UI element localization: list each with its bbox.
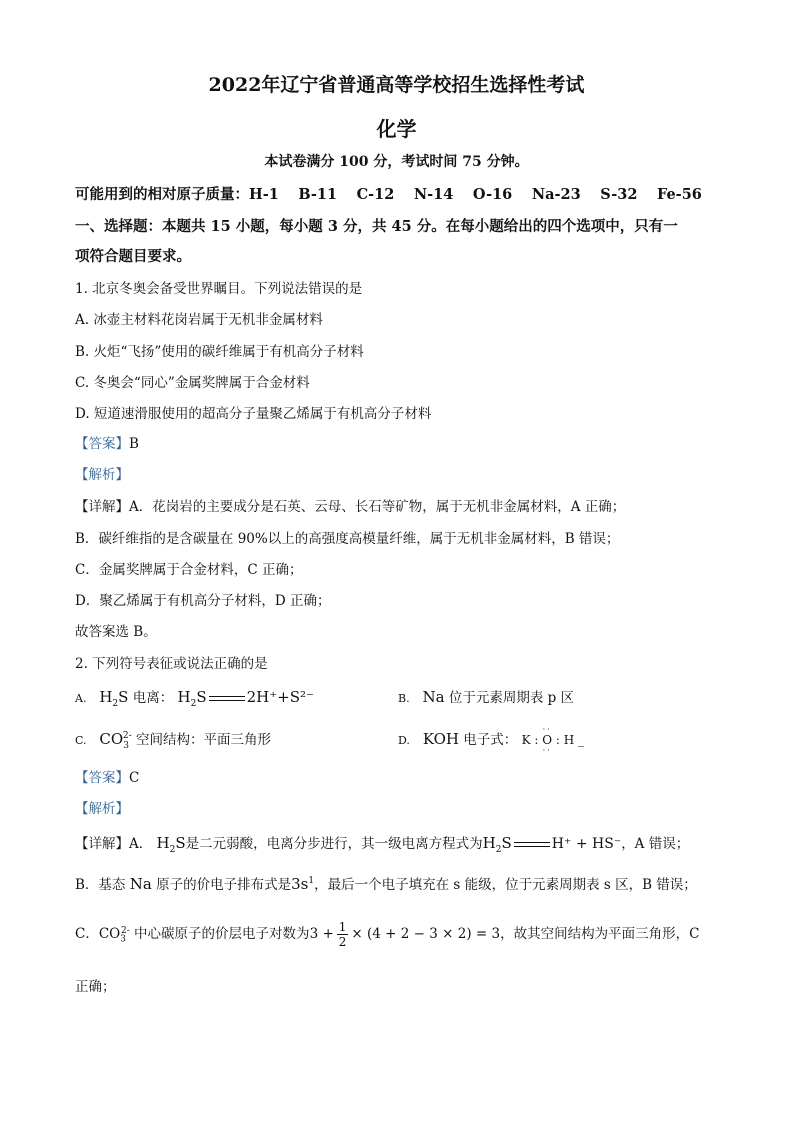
- q1-option-c: C. 冬奥会“同心”金属奖牌属于合金材料: [75, 375, 310, 391]
- math-expression: 3 +: [309, 926, 334, 942]
- option-text: 位于元素周期表 p 区: [444, 690, 575, 706]
- q1-explanation-c: C．金属奖牌属于合金材料，C 正确；: [75, 562, 303, 578]
- atomic-masses-label: 可能用到的相对原子质量：: [75, 186, 249, 203]
- detail-tag: 【详解】: [75, 836, 129, 852]
- q1-stem: 1. 北京冬奥会备受世界瞩目。下列说法错误的是: [75, 281, 363, 297]
- explanation-text: ，最后一个电子填充在 s 能级，位于元素周期表 s 区，B 错误；: [314, 877, 697, 893]
- q1-option-b: B. 火炬“飞扬”使用的碳纤维属于有机高分子材料: [75, 344, 364, 360]
- lewis-o-symbol: O: [542, 733, 553, 747]
- option-label: C.: [75, 734, 87, 747]
- document-title: 2022年辽宁省普通高等学校招生选择性考试: [208, 74, 585, 96]
- formula-h2s: $H_2S$: [482, 834, 512, 855]
- q2-explanation-b: [75, 873, 697, 893]
- fraction-one-half: $\frac{1}{2}$: [338, 920, 347, 949]
- q1-option-d: D. 短道速滑服使用的超高分子量聚乙烯属于有机高分子材料: [75, 406, 432, 422]
- formula-co3: $CO_3^{2-}$: [98, 925, 130, 945]
- explanation-text: A．花岗岩的主要成分是石英、云母、长石等矿物，属于无机非金属材料，A 正确；: [129, 499, 626, 515]
- lewis-h: H: [563, 733, 575, 747]
- q1-conclusion: 故答案选 B。: [75, 624, 157, 640]
- q2-option-b: [398, 686, 574, 706]
- lewis-structure: K : ·· O ·· : H _: [521, 725, 585, 755]
- formula-koh: KOH: [422, 730, 459, 748]
- q2-analysis-tag: 【解析】: [75, 801, 129, 817]
- formula-products: 2H⁺+S²⁻: [246, 688, 314, 706]
- formula-h2s: $H_2S$: [177, 688, 207, 709]
- atomic-masses: [75, 183, 702, 204]
- math-expression: × (4 + 2 − 3 × 2) = 3: [351, 926, 501, 942]
- section-heading-line2: 项符合题目要求。: [75, 248, 191, 265]
- q1-answer: [75, 432, 139, 452]
- q2-answer: [75, 766, 139, 786]
- explanation-text: 是二元弱酸，电离分步进行，其一级电离方程式为: [185, 836, 483, 852]
- option-text: 电子式：: [459, 732, 518, 748]
- formula-3s1: $3s^1$: [291, 875, 315, 893]
- formula-na: Na: [129, 875, 152, 893]
- q2-explanation-a: [75, 832, 689, 855]
- option-text: 电离：: [132, 690, 174, 706]
- answer-value: B: [129, 436, 139, 452]
- formula-products: H⁺ + HS⁻: [551, 836, 622, 852]
- option-label: D.: [398, 734, 410, 747]
- atomic-masses-list: H-1 B-11 C-12 N-14 O-16 Na-23 S-32 Fe-56: [249, 186, 702, 203]
- detail-tag: 【详解】: [75, 499, 129, 515]
- q1-explanation-a: [75, 495, 625, 515]
- q2-option-a: [75, 686, 314, 709]
- answer-tag: 【答案】: [75, 770, 129, 786]
- formula-h2s: $H_2S$: [99, 688, 129, 709]
- answer-value: C: [129, 770, 140, 786]
- q1-analysis-tag: 【解析】: [75, 467, 129, 483]
- q2-stem: 2. 下列符号表征或说法正确的是: [75, 656, 268, 672]
- q2-explanation-c: [75, 920, 699, 949]
- option-label: B.: [398, 692, 410, 705]
- explanation-text: ，A 错误；: [621, 836, 690, 852]
- q2-explanation-c-cont: 正确；: [75, 979, 116, 995]
- q1-explanation-b: B．碳纤维指的是含碳量在 90%以上的高强度高模量纤维，属于无机非金属材料，B 错误；: [75, 531, 620, 547]
- explanation-text: A．: [129, 836, 153, 852]
- q1-option-a: A. 冰壶主材料花岗岩属于无机非金属材料: [75, 312, 323, 328]
- equilibrium-arrow-icon: [512, 840, 552, 850]
- formula-h2s: $H_2S$: [156, 834, 186, 855]
- lewis-o: ·· O ··: [542, 725, 553, 755]
- answer-tag: 【答案】: [75, 436, 129, 452]
- q2-option-c: [75, 728, 271, 751]
- formula-na: Na: [422, 688, 445, 706]
- explanation-text: C．: [75, 926, 99, 942]
- q1-explanation-d: D．聚乙烯属于有机高分子材料，D 正确；: [75, 593, 331, 609]
- equilibrium-arrow-icon: [207, 694, 247, 704]
- lewis-k: K: [521, 733, 531, 747]
- explanation-text: B．基态: [75, 877, 130, 893]
- explanation-text: 原子的价电子排布式是: [151, 877, 292, 893]
- section-heading-line1: 一、选择题：本题共 15 小题，每小题 3 分，共 45 分。在每小题给出的四个选项中，只有一: [75, 218, 678, 235]
- formula-co3: $CO_3^{2-}$: [99, 730, 132, 751]
- option-text: 空间结构：平面三角形: [131, 732, 271, 748]
- exam-info: 本试卷满分 100 分，考试时间 75 分钟。: [264, 154, 529, 170]
- subject-title: 化学: [376, 117, 417, 141]
- q2-option-d: [398, 725, 585, 755]
- explanation-text: 中心碳原子的价层电子对数为: [129, 926, 310, 942]
- explanation-text: ，故其空间结构为平面三角形，C: [500, 926, 700, 942]
- option-label: A.: [75, 692, 87, 705]
